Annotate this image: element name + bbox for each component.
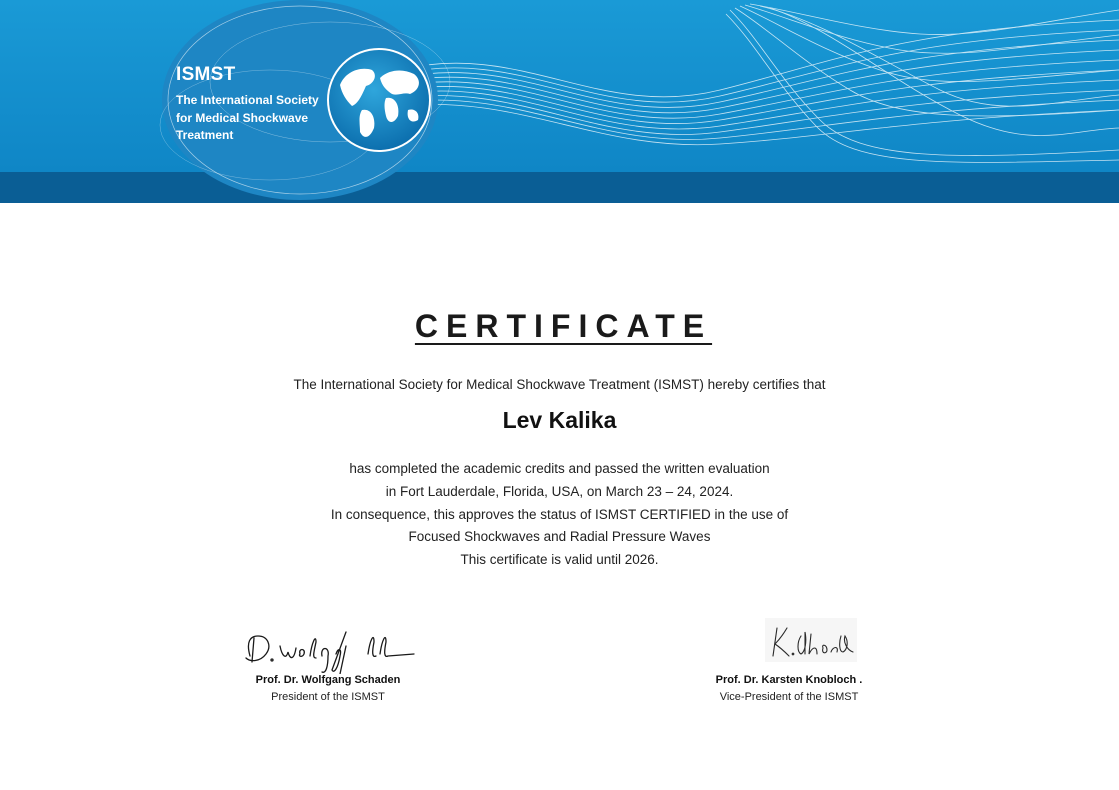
banner-graphic (0, 0, 1119, 203)
body-line-2: in Fort Lauderdale, Florida, USA, on March 23 – 24, 2024. (385, 483, 734, 499)
logo-line-2: for Medical Shockwave (176, 110, 309, 125)
logo-title: ISMST (176, 64, 236, 85)
certificate-body (0, 458, 1119, 572)
logo-line-3: Treatment (176, 128, 234, 142)
signature-right-handwriting (689, 612, 889, 674)
body-line-1: has completed the academic credits and passed the written evaluation (349, 461, 770, 476)
signature-left-handwriting (228, 612, 428, 674)
certificate-intro: The International Society for Medical Shockwave Treatment (ISMST) hereby certifies that (293, 377, 826, 392)
logo-line-1: The International Society (176, 93, 319, 107)
body-line-5: This certificate is valid until 2026. (460, 552, 659, 568)
signature-block-right (659, 612, 919, 703)
signature-block-left (198, 612, 458, 703)
signature-role-right: Vice-President of the ISMST (719, 691, 859, 703)
world-globe-icon (328, 49, 430, 151)
header-banner (0, 0, 1119, 203)
recipient-name: Lev Kalika (502, 407, 617, 433)
certificate-title-text: CERTIFICATE (414, 308, 713, 344)
logo-text (176, 64, 319, 145)
body-line-4: Focused Shockwaves and Radial Pressure Waves (408, 529, 711, 545)
certificate-title (0, 308, 1119, 345)
body-line-3: In consequence, this approves the status of ISMST CERTIFIED in the use of (330, 506, 789, 522)
signature-name-right: Prof. Dr. Karsten Knobloch . (715, 674, 863, 686)
signature-role-left: President of the ISMST (271, 691, 385, 703)
signature-name-left: Prof. Dr. Wolfgang Schaden (255, 674, 401, 686)
